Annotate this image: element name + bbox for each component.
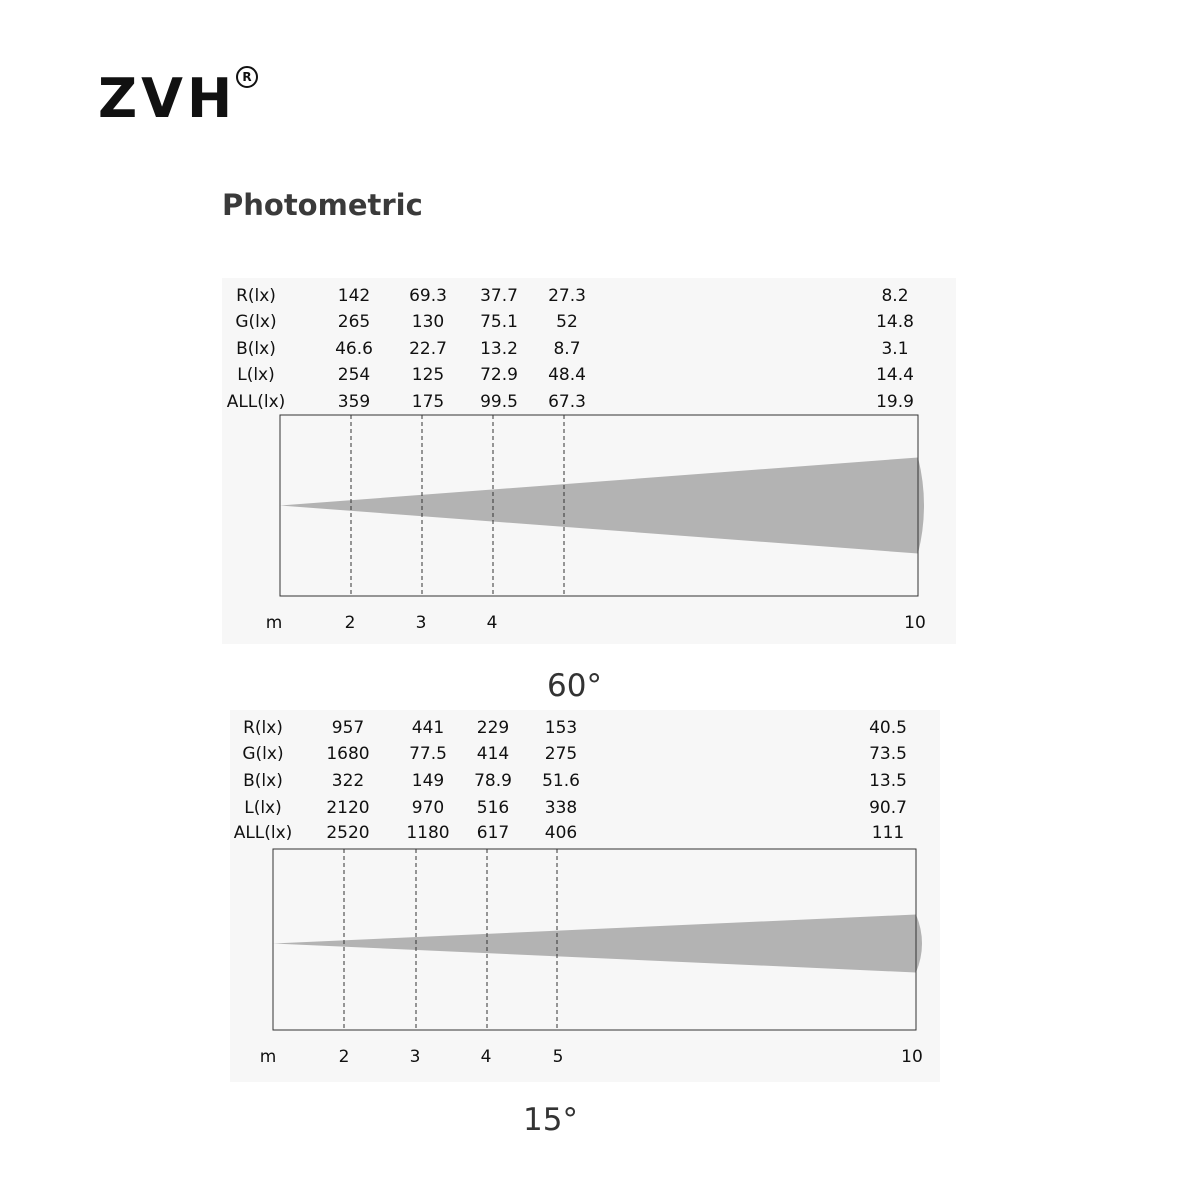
illuminance-value: 153 — [544, 718, 578, 738]
photometric-diagram-60 — [222, 278, 956, 644]
illuminance-value: 516 — [476, 798, 510, 818]
illuminance-value: 27.3 — [548, 286, 586, 306]
diagram-svg — [222, 278, 956, 644]
page-title: Photometric — [222, 188, 423, 222]
illuminance-value: 13.2 — [480, 339, 518, 359]
illuminance-value: 149 — [411, 771, 445, 791]
row-label: R(lx) — [236, 286, 276, 306]
illuminance-value: 125 — [411, 365, 445, 385]
illuminance-value: 69.3 — [409, 286, 447, 306]
illuminance-value: 14.4 — [876, 365, 914, 385]
illuminance-value: 2120 — [326, 798, 370, 818]
illuminance-value: 99.5 — [480, 392, 518, 412]
illuminance-value: 322 — [331, 771, 365, 791]
brand-name: ZVH — [98, 67, 237, 130]
distance-tick-label: 4 — [486, 613, 498, 633]
illuminance-value: 51.6 — [542, 771, 580, 791]
illuminance-value: 111 — [871, 823, 905, 843]
illuminance-value: 90.7 — [869, 798, 907, 818]
illuminance-value: 359 — [337, 392, 371, 412]
illuminance-value: 46.6 — [335, 339, 373, 359]
illuminance-value: 441 — [411, 718, 445, 738]
illuminance-value: 2520 — [326, 823, 370, 843]
illuminance-value: 414 — [476, 744, 510, 764]
registered-mark-icon: R — [236, 66, 258, 88]
row-label: R(lx) — [243, 718, 283, 738]
illuminance-value: 78.9 — [474, 771, 512, 791]
distance-tick-label: 3 — [409, 1047, 421, 1067]
row-label: ALL(lx) — [233, 823, 293, 843]
illuminance-value: 72.9 — [480, 365, 518, 385]
illuminance-value: 77.5 — [409, 744, 447, 764]
illuminance-value: 617 — [476, 823, 510, 843]
illuminance-value: 14.8 — [876, 312, 914, 332]
distance-tick-label: 3 — [415, 613, 427, 633]
illuminance-value: 406 — [544, 823, 578, 843]
distance-tick-label: 10 — [904, 613, 926, 633]
beam-angle-label-15: 15° — [523, 1102, 578, 1138]
illuminance-value: 73.5 — [869, 744, 907, 764]
illuminance-value: 13.5 — [869, 771, 907, 791]
row-label: B(lx) — [243, 771, 283, 791]
light-beam-cone — [280, 458, 924, 554]
illuminance-value: 40.5 — [869, 718, 907, 738]
illuminance-value: 75.1 — [480, 312, 518, 332]
illuminance-value: 3.1 — [881, 339, 909, 359]
illuminance-value: 957 — [331, 718, 365, 738]
brand-logo — [98, 67, 252, 130]
illuminance-value: 254 — [337, 365, 371, 385]
illuminance-value: 275 — [544, 744, 578, 764]
illuminance-value: 142 — [337, 286, 371, 306]
row-label: L(lx) — [244, 798, 282, 818]
light-beam-cone — [273, 915, 922, 973]
photometric-diagram-15 — [230, 710, 940, 1082]
diagram-svg — [230, 710, 940, 1082]
axis-unit-label: m — [265, 613, 283, 633]
illuminance-value: 175 — [411, 392, 445, 412]
row-label: ALL(lx) — [226, 392, 286, 412]
beam-angle-label-60: 60° — [547, 668, 602, 704]
illuminance-value: 8.2 — [881, 286, 909, 306]
row-label: B(lx) — [236, 339, 276, 359]
illuminance-value: 338 — [544, 798, 578, 818]
row-label: G(lx) — [242, 744, 284, 764]
distance-tick-label: 2 — [338, 1047, 350, 1067]
illuminance-value: 37.7 — [480, 286, 518, 306]
illuminance-value: 229 — [476, 718, 510, 738]
illuminance-value: 130 — [411, 312, 445, 332]
illuminance-value: 265 — [337, 312, 371, 332]
illuminance-value: 48.4 — [548, 365, 586, 385]
illuminance-value: 1180 — [406, 823, 450, 843]
illuminance-value: 22.7 — [409, 339, 447, 359]
axis-unit-label: m — [259, 1047, 277, 1067]
illuminance-value: 1680 — [326, 744, 370, 764]
illuminance-value: 19.9 — [876, 392, 914, 412]
distance-tick-label: 2 — [344, 613, 356, 633]
distance-tick-label: 10 — [901, 1047, 923, 1067]
row-label: L(lx) — [237, 365, 275, 385]
illuminance-value: 8.7 — [553, 339, 581, 359]
illuminance-value: 52 — [556, 312, 578, 332]
illuminance-value: 67.3 — [548, 392, 586, 412]
row-label: G(lx) — [235, 312, 277, 332]
distance-tick-label: 4 — [480, 1047, 492, 1067]
distance-tick-label: 5 — [552, 1047, 564, 1067]
illuminance-value: 970 — [411, 798, 445, 818]
